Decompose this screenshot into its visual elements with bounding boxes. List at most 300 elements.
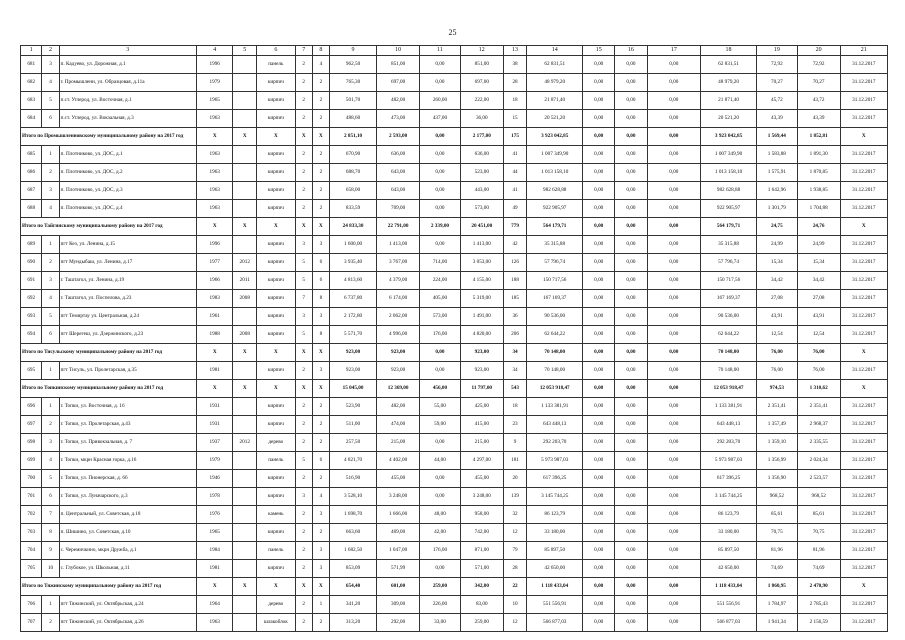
column-number: 7: [295, 46, 312, 56]
column-number: 1: [21, 46, 42, 56]
table-cell: 48,00: [420, 506, 461, 524]
table-cell: 689: [21, 236, 42, 254]
table-cell: 20 521,20: [701, 110, 757, 128]
table-cell: [233, 560, 257, 578]
table-cell: 5: [295, 452, 312, 470]
table-cell: 1 600,00: [329, 236, 376, 254]
table-cell: кирпич: [257, 110, 296, 128]
table-cell: 1963: [196, 200, 232, 218]
table-cell: 5 973 987,03: [527, 452, 583, 470]
address-cell: г. Топки, ул. Пионерская, д. 66: [59, 470, 196, 488]
table-cell: 31.12.2017: [840, 596, 887, 614]
table-cell: 1931: [196, 398, 232, 416]
table-cell: 76,00: [756, 362, 797, 380]
table-cell: 3 248,00: [377, 488, 420, 506]
table-cell: 2: [295, 470, 312, 488]
table-cell: 70 148,00: [527, 362, 583, 380]
address-cell: п.ст. Углерод, ул. Восточная, д.1: [59, 92, 196, 110]
table-cell: 923,00: [460, 362, 503, 380]
table-cell: X: [233, 344, 257, 362]
table-cell: 523,00: [460, 164, 503, 182]
table-cell: 59,00: [420, 416, 461, 434]
table-cell: 923,00: [329, 344, 376, 362]
table-cell: 3 923 042,85: [527, 128, 583, 146]
table-cell: [233, 146, 257, 164]
table-cell: 36: [503, 308, 527, 326]
table-cell: 3 145 744,25: [527, 488, 583, 506]
table-cell: 57 796,74: [701, 254, 757, 272]
table-cell: 0,00: [420, 200, 461, 218]
table-cell: 185: [503, 290, 527, 308]
table-cell: 0,00: [420, 362, 461, 380]
table-cell: 0,00: [615, 56, 647, 74]
table-cell: 0,00: [647, 74, 701, 92]
table-cell: X: [312, 218, 329, 236]
table-row: [21, 254, 888, 272]
table-cell: 6: [312, 272, 329, 290]
table-cell: 5: [42, 92, 59, 110]
table-cell: 564 179,71: [527, 218, 583, 236]
table-cell: 0,00: [420, 488, 461, 506]
table-cell: 5: [42, 308, 59, 326]
table-cell: 0,00: [647, 110, 701, 128]
table-cell: 31.12.2017: [840, 290, 887, 308]
table-cell: 702: [21, 506, 42, 524]
table-cell: [233, 542, 257, 560]
table-cell: 0,00: [583, 416, 615, 434]
table-cell: 62 644,22: [701, 326, 757, 344]
table-cell: 658,00: [329, 182, 376, 200]
table-cell: 0,00: [647, 452, 701, 470]
table-cell: 1 642,96: [756, 182, 797, 200]
table-cell: 1 938,85: [797, 182, 840, 200]
table-cell: 1978: [196, 488, 232, 506]
table-cell: 663,60: [329, 524, 376, 542]
table-cell: 70 148,00: [527, 344, 583, 362]
table-cell: 41: [503, 146, 527, 164]
table-cell: 703: [21, 524, 42, 542]
table-cell: 3: [312, 560, 329, 578]
table-cell: 2: [295, 362, 312, 380]
table-cell: 0,00: [647, 614, 701, 632]
table-cell: 31.12.2017: [840, 398, 887, 416]
table-cell: 259,00: [460, 614, 503, 632]
table-cell: панель: [257, 452, 296, 470]
table-cell: 1996: [196, 56, 232, 74]
table-cell: 688: [21, 200, 42, 218]
table-cell: 707: [21, 614, 42, 632]
table-cell: 742,00: [460, 524, 503, 542]
table-cell: 636,00: [460, 146, 503, 164]
table-cell: 215,00: [460, 434, 503, 452]
table-cell: 4: [312, 488, 329, 506]
table-cell: 292,00: [377, 614, 420, 632]
table-cell: [233, 182, 257, 200]
table-cell: 70 148,00: [701, 362, 757, 380]
table-cell: 571,99: [377, 560, 420, 578]
table-cell: 2 339,00: [420, 218, 461, 236]
table-cell: 2: [312, 110, 329, 128]
table-cell: 2: [295, 596, 312, 614]
table-cell: шлакоблок: [257, 614, 296, 632]
table-cell: 699: [21, 452, 42, 470]
table-cell: 0,00: [647, 56, 701, 74]
table-cell: 571,00: [460, 560, 503, 578]
table-cell: 551 556,91: [701, 596, 757, 614]
district-total-row: [21, 380, 888, 398]
table-cell: 260,00: [420, 92, 461, 110]
table-cell: X: [312, 128, 329, 146]
table-cell: 706: [21, 596, 42, 614]
table-cell: 24,99: [756, 236, 797, 254]
table-cell: кирпич: [257, 74, 296, 92]
table-cell: 0,00: [420, 128, 461, 146]
table-cell: 456,00: [420, 380, 461, 398]
table-cell: 42,00: [420, 524, 461, 542]
table-cell: 5: [295, 326, 312, 344]
table-cell: 31.12.2017: [840, 542, 887, 560]
table-cell: кирпич: [257, 308, 296, 326]
table-cell: 0,00: [647, 524, 701, 542]
table-cell: 2: [42, 416, 59, 434]
table-cell: 0,00: [647, 254, 701, 272]
table-cell: 1946: [196, 470, 232, 488]
table-cell: 2008: [233, 290, 257, 308]
column-number: 13: [503, 46, 527, 56]
total-label: Итого по Тисульскому муниципальному району на 2017 год: [21, 344, 197, 362]
table-cell: 2: [295, 74, 312, 92]
table-cell: 601,00: [377, 578, 420, 596]
table-cell: 2 785,43: [797, 596, 840, 614]
table-cell: 5: [295, 254, 312, 272]
table-cell: 0,00: [647, 344, 701, 362]
table-cell: X: [257, 344, 296, 362]
table-cell: 685: [21, 146, 42, 164]
table-cell: 0,00: [583, 110, 615, 128]
table-cell: 0,00: [583, 146, 615, 164]
address-cell: с. Глубокое, ул. Школьная, д.11: [59, 560, 196, 578]
table-cell: 0,00: [583, 452, 615, 470]
table-cell: 0,00: [647, 416, 701, 434]
table-cell: 697,00: [460, 74, 503, 92]
table-cell: 31.12.2017: [840, 74, 887, 92]
table-cell: 1988: [196, 326, 232, 344]
table-cell: 0,00: [647, 164, 701, 182]
address-cell: г. Топки, ул. Привокзальная, д. 7: [59, 434, 196, 452]
address-cell: пгт Мундыбаш, ул. Ленина, д.17: [59, 254, 196, 272]
table-cell: 573,00: [460, 200, 503, 218]
table-cell: 2: [312, 614, 329, 632]
column-number: 5: [233, 46, 257, 56]
table-cell: 2 968,37: [797, 416, 840, 434]
table-cell: 0,00: [647, 200, 701, 218]
district-total-row: [21, 218, 888, 236]
table-cell: дерево: [257, 596, 296, 614]
table-cell: 683: [21, 92, 42, 110]
table-cell: 1961: [196, 308, 232, 326]
address-cell: г. Топки, ул. Восточная, д. 16: [59, 398, 196, 416]
table-cell: 6: [312, 452, 329, 470]
table-cell: 31.12.2017: [840, 200, 887, 218]
table-cell: 1963: [196, 146, 232, 164]
table-cell: 31.12.2017: [840, 254, 887, 272]
table-cell: 31.12.2017: [840, 488, 887, 506]
column-number: 2: [42, 46, 59, 56]
table-cell: 0,00: [615, 254, 647, 272]
table-cell: 4 297,00: [460, 452, 503, 470]
table-cell: 0,00: [583, 254, 615, 272]
table-row: [21, 236, 888, 254]
table-cell: кирпич: [257, 470, 296, 488]
table-cell: 86 123,79: [701, 506, 757, 524]
table-cell: 0,00: [647, 218, 701, 236]
table-cell: 15,34: [756, 254, 797, 272]
table-row: [21, 506, 888, 524]
table-cell: X: [196, 380, 232, 398]
table-cell: 0,00: [615, 560, 647, 578]
table-cell: 3: [42, 56, 59, 74]
table-row: [21, 596, 888, 614]
table-cell: 1 583,88: [756, 146, 797, 164]
table-cell: кирпич: [257, 200, 296, 218]
table-cell: 42: [503, 236, 527, 254]
table-cell: 923,00: [377, 362, 420, 380]
table-cell: 1 047,00: [377, 542, 420, 560]
table-cell: 0,00: [647, 182, 701, 200]
table-cell: 0,00: [583, 164, 615, 182]
table-cell: [233, 362, 257, 380]
table-cell: [233, 110, 257, 128]
table-cell: 22 791,00: [377, 218, 420, 236]
table-cell: 701: [21, 488, 42, 506]
table-cell: 1 013 158,10: [701, 164, 757, 182]
table-cell: 1 413,00: [460, 236, 503, 254]
table-cell: 31.12.2017: [840, 164, 887, 182]
table-cell: 313,20: [329, 614, 376, 632]
table-cell: X: [295, 344, 312, 362]
table-cell: 0,00: [583, 596, 615, 614]
table-cell: 43,91: [797, 308, 840, 326]
table-cell: 0,00: [647, 488, 701, 506]
table-cell: [233, 74, 257, 92]
table-cell: 4 996,00: [377, 326, 420, 344]
table-cell: 309,00: [377, 596, 420, 614]
table-cell: 2 062,00: [377, 308, 420, 326]
table-cell: 2 335,55: [797, 434, 840, 452]
table-cell: X: [312, 380, 329, 398]
table-cell: 871,00: [460, 542, 503, 560]
table-cell: X: [840, 128, 887, 146]
table-cell: 44: [503, 164, 527, 182]
table-cell: 0,00: [583, 308, 615, 326]
table-cell: 690: [21, 254, 42, 272]
table-cell: кирпич: [257, 272, 296, 290]
table-cell: 2: [295, 524, 312, 542]
table-row: [21, 74, 888, 92]
table-cell: 1983: [196, 290, 232, 308]
table-cell: 8: [312, 290, 329, 308]
table-cell: 2 351,41: [797, 398, 840, 416]
district-total-row: [21, 128, 888, 146]
table-cell: 1: [42, 596, 59, 614]
table-cell: 0,00: [615, 524, 647, 542]
table-cell: 4 821,70: [329, 452, 376, 470]
table-cell: 31.12.2017: [840, 560, 887, 578]
table-cell: 482,00: [377, 92, 420, 110]
table-cell: 2: [42, 254, 59, 272]
table-cell: 76,00: [756, 344, 797, 362]
table-cell: 12,54: [797, 326, 840, 344]
table-cell: 1 013 158,10: [527, 164, 583, 182]
table-cell: 2: [295, 92, 312, 110]
table-cell: X: [233, 128, 257, 146]
table-cell: 176,00: [420, 326, 461, 344]
table-row: [21, 326, 888, 344]
table-cell: X: [196, 578, 232, 596]
table-cell: кирпич: [257, 416, 296, 434]
table-cell: 70,75: [797, 524, 840, 542]
table-cell: 176,00: [420, 542, 461, 560]
table-cell: 2: [295, 56, 312, 74]
table-cell: X: [840, 218, 887, 236]
table-cell: 38: [503, 56, 527, 74]
table-cell: 0,00: [615, 614, 647, 632]
table-cell: 11 797,00: [460, 380, 503, 398]
address-cell: с. Черемичкино, мкрн Дружба, д.1: [59, 542, 196, 560]
total-label: Итого по Промышленновскому муниципальному району на 2017 год: [21, 128, 197, 146]
table-cell: панель: [257, 56, 296, 74]
table-cell: 2: [295, 200, 312, 218]
table-cell: 2012: [233, 434, 257, 452]
table-cell: 4 813,60: [329, 272, 376, 290]
table-cell: 3: [312, 542, 329, 560]
table-cell: 85 897,50: [527, 542, 583, 560]
table-cell: 765,30: [329, 74, 376, 92]
table-cell: кирпич: [257, 164, 296, 182]
table-cell: 0,00: [583, 362, 615, 380]
table-cell: 76,00: [797, 362, 840, 380]
table-cell: 0,00: [647, 560, 701, 578]
table-cell: 0,00: [615, 272, 647, 290]
table-cell: 226,00: [420, 596, 461, 614]
table-cell: 3 528,10: [329, 488, 376, 506]
table-cell: 0,00: [615, 506, 647, 524]
table-cell: 10: [42, 560, 59, 578]
table-cell: 1 698,70: [329, 506, 376, 524]
table-cell: 2 351,41: [756, 398, 797, 416]
table-cell: 566 877,03: [701, 614, 757, 632]
table-cell: 0,00: [615, 200, 647, 218]
total-label: Итого по Тяжинскому муниципальному району на 2017 год: [21, 578, 197, 596]
table-cell: 24,76: [797, 218, 840, 236]
table-cell: 1963: [196, 182, 232, 200]
table-cell: 0,00: [583, 488, 615, 506]
table-cell: 709,00: [377, 200, 420, 218]
table-cell: 0,00: [583, 56, 615, 74]
table-cell: 0,00: [583, 434, 615, 452]
table-cell: 643,00: [377, 182, 420, 200]
table-cell: 0,00: [420, 236, 461, 254]
table-cell: 654,40: [329, 578, 376, 596]
column-number: 9: [329, 46, 376, 56]
table-cell: 34: [503, 362, 527, 380]
table-cell: X: [295, 380, 312, 398]
table-cell: 2 593,00: [377, 128, 420, 146]
table-cell: 1 118 433,04: [701, 578, 757, 596]
table-cell: 33 180,00: [527, 524, 583, 542]
table-cell: 4 820,00: [460, 326, 503, 344]
table-cell: 206: [503, 326, 527, 344]
table-cell: 79: [503, 542, 527, 560]
table-cell: 0,00: [583, 92, 615, 110]
table-cell: 443,00: [460, 182, 503, 200]
column-number: 21: [840, 46, 887, 56]
table-cell: 643 448,13: [701, 416, 757, 434]
table-cell: 1979: [196, 452, 232, 470]
table-cell: 0,00: [583, 272, 615, 290]
table-cell: 982 628,88: [701, 182, 757, 200]
table-cell: 62 831,51: [701, 56, 757, 74]
table-cell: 24,75: [756, 218, 797, 236]
table-cell: 12: [503, 524, 527, 542]
table-cell: 2: [312, 200, 329, 218]
table-cell: 23: [503, 416, 527, 434]
table-cell: 0,00: [583, 560, 615, 578]
table-cell: 21 871,40: [701, 92, 757, 110]
table-cell: 0,00: [615, 92, 647, 110]
table-cell: 3 935,40: [329, 254, 376, 272]
table-cell: 0,00: [583, 542, 615, 560]
table-cell: 8: [42, 524, 59, 542]
table-cell: 0,00: [615, 74, 647, 92]
table-cell: 2: [312, 182, 329, 200]
table-cell: 853,09: [329, 560, 376, 578]
table-cell: кирпич: [257, 488, 296, 506]
table-cell: 4: [42, 452, 59, 470]
address-cell: пгт Кез, ул. Ленина, д.15: [59, 236, 196, 254]
address-cell: п. Кадуево, ул. Дорожная, д.1: [59, 56, 196, 74]
table-cell: 425,00: [460, 398, 503, 416]
table-cell: 22: [503, 578, 527, 596]
table-row: [21, 362, 888, 380]
table-cell: 643,00: [377, 164, 420, 182]
table-cell: 150 717,56: [701, 272, 757, 290]
table-cell: 15 045,00: [329, 380, 376, 398]
table-cell: 0,00: [647, 380, 701, 398]
table-cell: [233, 398, 257, 416]
table-cell: 34: [503, 344, 527, 362]
table-cell: кирпич: [257, 524, 296, 542]
table-cell: 0,00: [615, 416, 647, 434]
table-cell: 0,00: [583, 326, 615, 344]
table-cell: 3 145 744,25: [701, 488, 757, 506]
table-cell: 83,00: [460, 596, 503, 614]
table-cell: 1 704,88: [797, 200, 840, 218]
table-cell: 0,00: [647, 470, 701, 488]
table-cell: 1984: [196, 542, 232, 560]
table-cell: 0,00: [583, 506, 615, 524]
table-cell: 181: [503, 452, 527, 470]
table-cell: 5 973 987,03: [701, 452, 757, 470]
table-cell: 2 851,10: [329, 128, 376, 146]
table-cell: 0,00: [647, 326, 701, 344]
table-cell: 1 007 349,90: [527, 146, 583, 164]
table-cell: 2: [295, 434, 312, 452]
table-cell: 923,00: [329, 362, 376, 380]
table-cell: 35 315,88: [701, 236, 757, 254]
table-cell: X: [840, 578, 887, 596]
table-cell: 682: [21, 74, 42, 92]
